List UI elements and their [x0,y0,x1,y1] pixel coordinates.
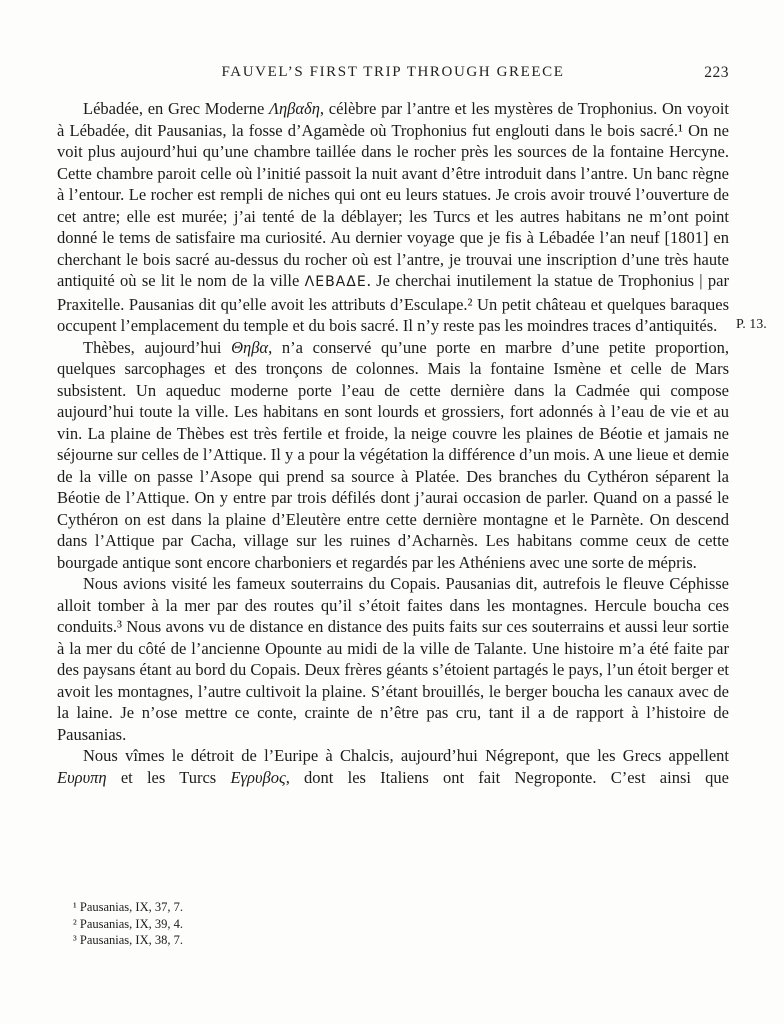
paragraph-euripe [57,745,729,788]
margin-page-reference: P. 13. [736,317,767,332]
paragraph-lebadee [57,98,729,337]
footnotes [73,899,723,949]
text-run: Ληβαδη [269,99,320,118]
text-run: ΛΕΒΑΔΕ [304,274,367,290]
running-title: FAUVEL’S FIRST TRIP THROUGH GREECE [221,64,565,80]
text-run: Lébadée, en Grec Moderne [83,99,270,118]
text-run: . Je cherchai inutilement la statue de Trophonius | par Praxitelle. Pausanias dit qu’elle avoit les attributs d’Esculape.² Un petit château et quelques baraques occupent l’emplacement du temple et du bois sacré. Il n’y reste pas les moindres traces d’antiquités. [57,271,729,335]
text-run: , dont les Italiens ont fait Negroponte. C’est ainsi que [285,767,729,787]
text-run: Nous avions visité les fameux souterrains du Copais. Pausanias dit, autrefois le fleuve Céphisse alloit tomber à la mer par des routes qu’il s’étoit faites dans les montagnes. Hercule boucha ces conduits.³ Nous avons vu de distance en distance des puits faits sur ces souterrains et aussi leur sortie à la mer du côté de l’ancienne Opounte au midi de la ville de Talante. Une histoire m’a été faite par des paysans étant au bord du Copais. Deux frères géants s’étoient partagés le pays, l’un étoit berger et avoit les montagnes, l’autre cultivoit la plaine. S’étant brouillés, le berger boucha les canaux avec de la laine. Je n’ose mettre ce conte, crainte de n’être pas cru, tant il a de rapport à l’histoire de Pausanias. [57,574,729,744]
page-number: 223 [704,64,729,81]
paragraph-copais [57,573,729,745]
footnote-2: ² Pausanias, IX, 39, 4. [73,916,183,931]
text-run: Thèbes, aujourd’hui [83,337,232,357]
text-run: et les Turcs [106,767,231,787]
paragraph-thebes [57,337,729,574]
text-run: Ευρυπη [57,767,107,787]
page-header [57,64,729,84]
text-run: Nous vîmes le détroit de l’Euripe à Chalcis, aujourd’hui Négrepont, que les Grecs appellent [83,746,729,765]
text-run: , n’a conservé qu’une porte en marbre d’une petite proportion, quelques sarcophages et des tronçons de colonnes. Mais la fontaine Ismène et celle de Mars subsistent. Un aqueduc moderne porte l’eau de cette dernière dans la Cadmée qui compose aujourd’hui toute la ville. Les habitans en sont lourds et grossiers, fort adonnés à l’eau de vie et au vin. La plaine de Thèbes est très fertile et froide, la neige couvre les plaines de Béotie et jamais ne séjourne sur celles de l’Attique. Il y a pour la végétation la différence d’un mois. A une lieue et demie de la ville on passe l’Asope qui prend sa source à Platée. Des branches du Cythéron séparent la Béotie de l’Attique. On y entre par trois défilés dont j’aurai occasion de parler. Quand on a passé le Cythéron on est dans la plaine d’Eleutère entre cette dernière montagne et le Parnète. On descend dans l’Attique par Cacha, village sur les ruines d’Acharnès. Les habitans comme ceux de cette bourgade antique sont encore charboniers et regardés par les Athéniens avec une sorte de mépris. [57,337,729,572]
text-run: , célèbre par l’antre et les mystères de Trophonius. On voyoit à Lébadée, dit Pausanias, la fosse d’Agamède où Trophonius fut englouti dans le bois sacré.¹ On ne voit plus aujourd’hui qu’une chambre taillée dans le rocher près les sources de la fontaine Hercyne. Cette chambre paroit celle où l’initié passoit la nuit avant d’être introduit dans l’antre. Un banc règne à l’entour. Le rocher est rempli de niches qui ont eu leurs statues. Je crois avoir trouvé l’ouverture de cet antre; elle est murée; j’ai tenté de la déblayer; les Turcs et les autres habitans ne m’ont point donné le tems de satisfaire ma curiosité. Au dernier voyage que je fis à Lébadée l’an neuf [1801] en cherchant le bois sacré au-dessus du rocher où est l’antre, je trouvai une inscription d’une très haute antiquité où se lit le nom de la ville [57,99,729,290]
text-run: Εγρυβος [230,767,286,787]
body-text [57,98,729,788]
footnote-1: ¹ Pausanias, IX, 37, 7. [73,900,183,914]
text-run: Θηβα [231,337,269,357]
footnote-3: ³ Pausanias, IX, 38, 7. [73,933,183,947]
